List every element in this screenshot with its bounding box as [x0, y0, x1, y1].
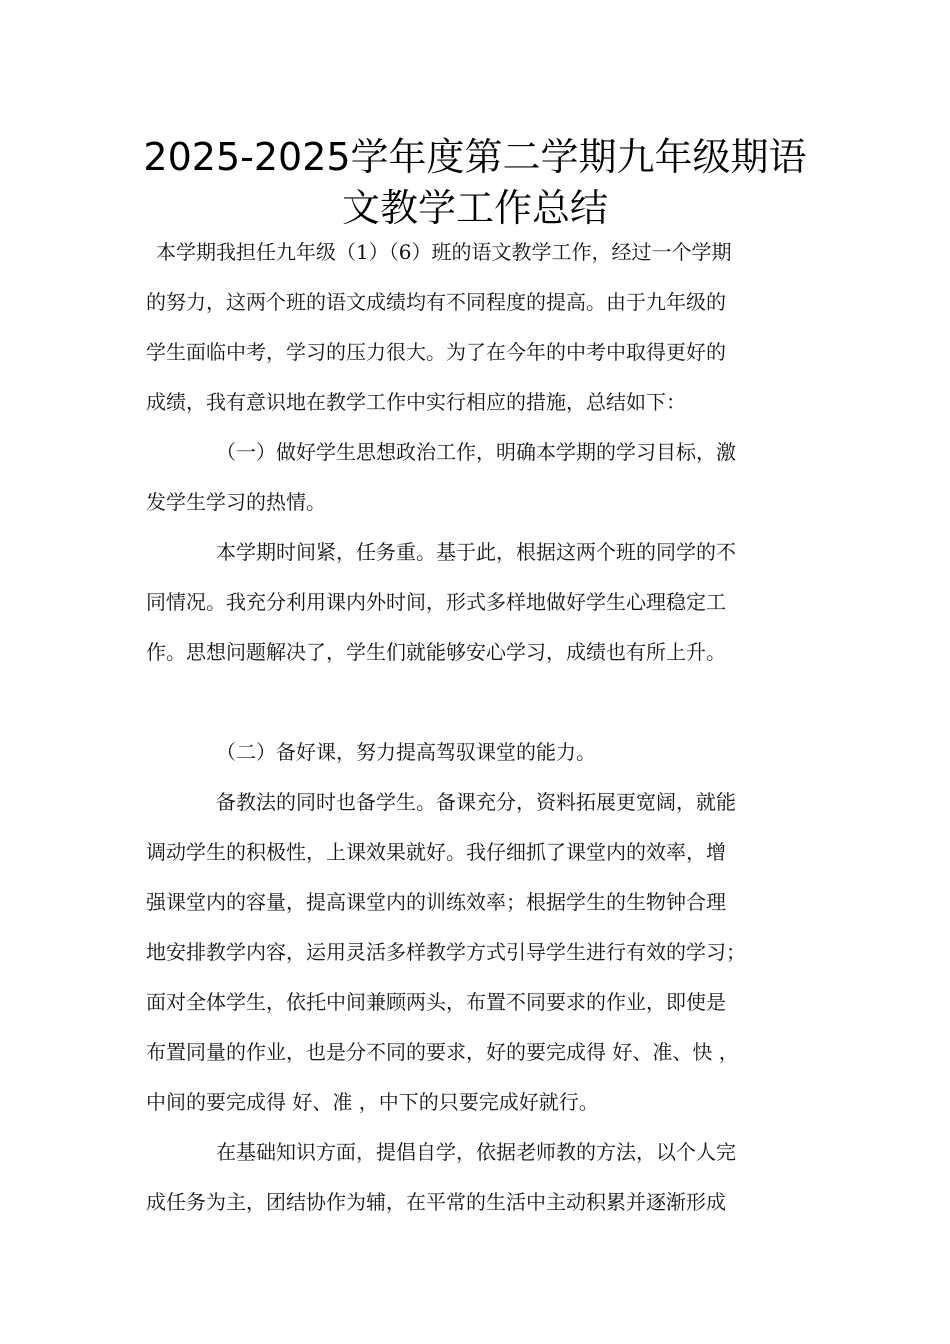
body-line: 布置同量的作业，也是分不同的要求，好的要完成得 好、准、快 ，: [146, 1040, 739, 1064]
body-line: 发学生学习的热情。: [146, 490, 326, 514]
body-line: 同情况。我充分利用课内外时间，形式多样地做好学生心理稳定工: [146, 590, 726, 614]
section-heading-1: （一）做好学生思想政治工作，明确本学期的学习目标，激: [216, 440, 736, 464]
document-title-line-1: 2025-2025学年度第二学期九年级期语: [143, 135, 807, 179]
body-line: 调动学生的积极性，上课效果就好。我仔细抓了课堂内的效率，增: [146, 840, 726, 864]
body-line: 备教法的同时也备学生。备课充分，资料拓展更宽阔，就能: [216, 790, 736, 814]
body-line: 的努力，这两个班的语文成绩均有不同程度的提高。由于九年级的: [146, 290, 726, 314]
body-line: 成任务为主，团结协作为辅，在平常的生活中主动积累并逐渐形成: [146, 1190, 726, 1214]
body-line: 成绩，我有意识地在教学工作中实行相应的措施，总结如下：: [146, 390, 686, 414]
section-heading-2: （二）备好课，努力提高驾驭课堂的能力。: [216, 740, 596, 764]
body-line: 地安排教学内容，运用灵活多样教学方式引导学生进行有效的学习；: [146, 940, 746, 964]
body-line: 强课堂内的容量，提高课堂内的训练效率；根据学生的生物钟合理: [146, 890, 726, 914]
body-line: 本学期我担任九年级（1）（6）班的语文教学工作，经过一个学期: [156, 240, 732, 264]
body-line: 学生面临中考，学习的压力很大。为了在今年的中考中取得更好的: [146, 340, 726, 364]
body-line: 中间的要完成得 好、准 ，中下的只要完成好就行。: [146, 1090, 599, 1114]
body-line: 作。思想问题解决了，学生们就能够安心学习，成绩也有所上升。: [146, 640, 726, 664]
document-title-line-2: 文教学工作总结: [341, 186, 608, 230]
body-line: 在基础知识方面，提倡自学，依据老师教的方法，以个人完: [216, 1140, 736, 1164]
body-line: 面对全体学生，依托中间兼顾两头，布置不同要求的作业，即使是: [146, 990, 726, 1014]
body-line: 本学期时间紧，任务重。基于此，根据这两个班的同学的不: [216, 540, 736, 564]
